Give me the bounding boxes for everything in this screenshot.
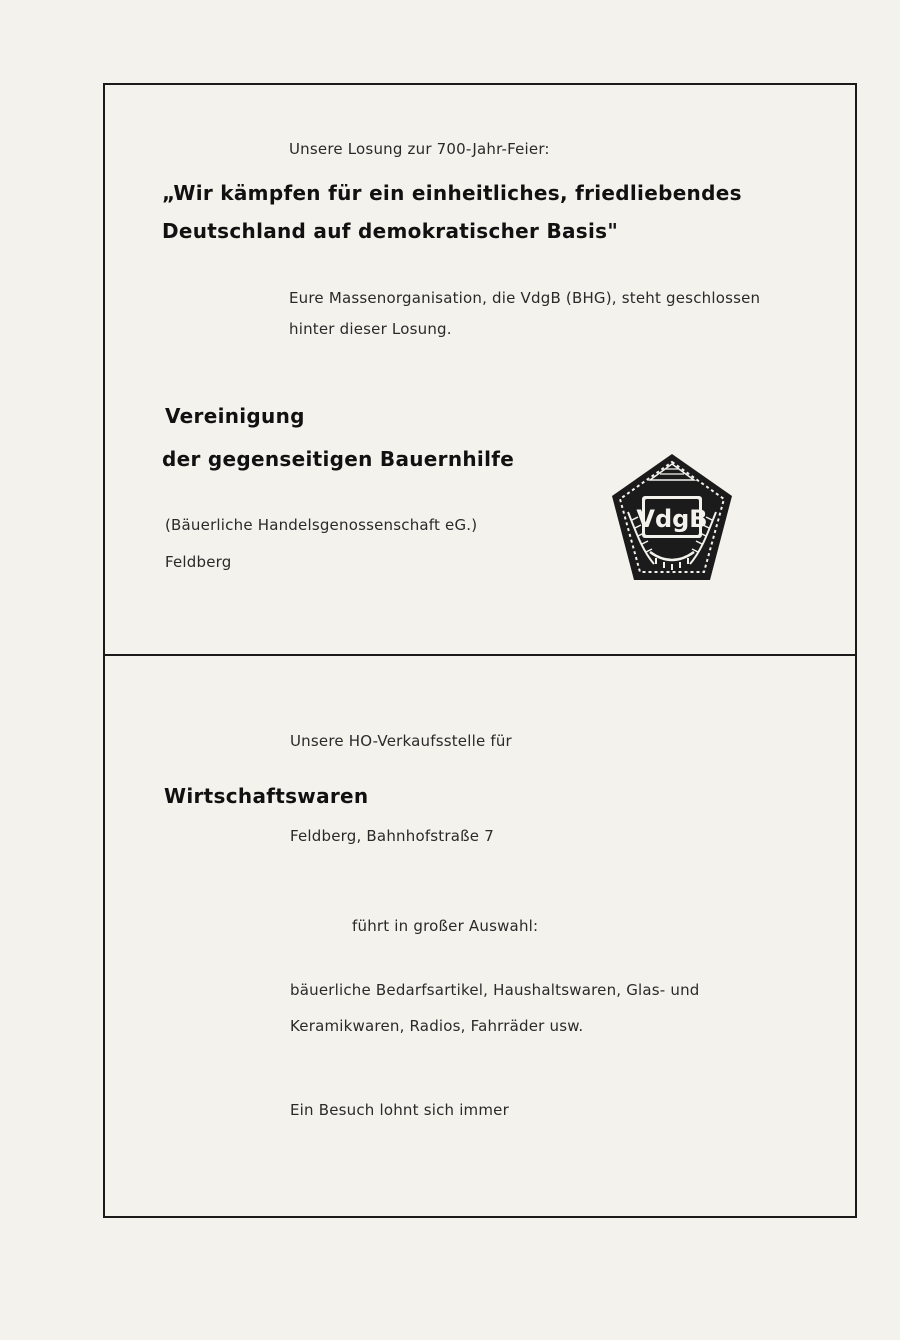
- ad1-support-line1: Eure Massenorganisation, die VdgB (BHG), steht geschlossen: [289, 289, 761, 307]
- ad2-offer-intro: führt in großer Auswahl:: [352, 917, 539, 935]
- ad1-intro: Unsere Losung zur 700-Jahr-Feier:: [289, 140, 550, 158]
- ad2-closing: Ein Besuch lohnt sich immer: [290, 1101, 509, 1119]
- section-divider: [105, 654, 855, 656]
- ad2-intro: Unsere HO-Verkaufsstelle für: [290, 732, 512, 750]
- ad1-org-place: Feldberg: [165, 553, 232, 571]
- ad2-title: Wirtschaftswaren: [164, 784, 369, 808]
- ad1-org-line1: Vereinigung: [165, 404, 305, 428]
- ad1-slogan-line2: Deutschland auf demokratischer Basis": [162, 219, 619, 243]
- vdgb-logo-text: VdgB: [636, 505, 708, 533]
- ad1-slogan-line1: „Wir kämpfen für ein einheitliches, friedliebendes: [162, 181, 742, 205]
- page-border: [103, 83, 857, 1218]
- ad1-support-line2: hinter dieser Losung.: [289, 320, 452, 338]
- ad1-org-sub: (Bäuerliche Handelsgenossenschaft eG.): [165, 516, 478, 534]
- vdgb-logo: [610, 452, 734, 584]
- ad2-address: Feldberg, Bahnhofstraße 7: [290, 827, 494, 845]
- ad1-org-line2: der gegenseitigen Bauernhilfe: [162, 447, 515, 471]
- ad2-goods-line1: bäuerliche Bedarfsartikel, Haushaltswaren, Glas- und: [290, 981, 700, 999]
- ad2-goods-line2: Keramikwaren, Radios, Fahrräder usw.: [290, 1017, 584, 1035]
